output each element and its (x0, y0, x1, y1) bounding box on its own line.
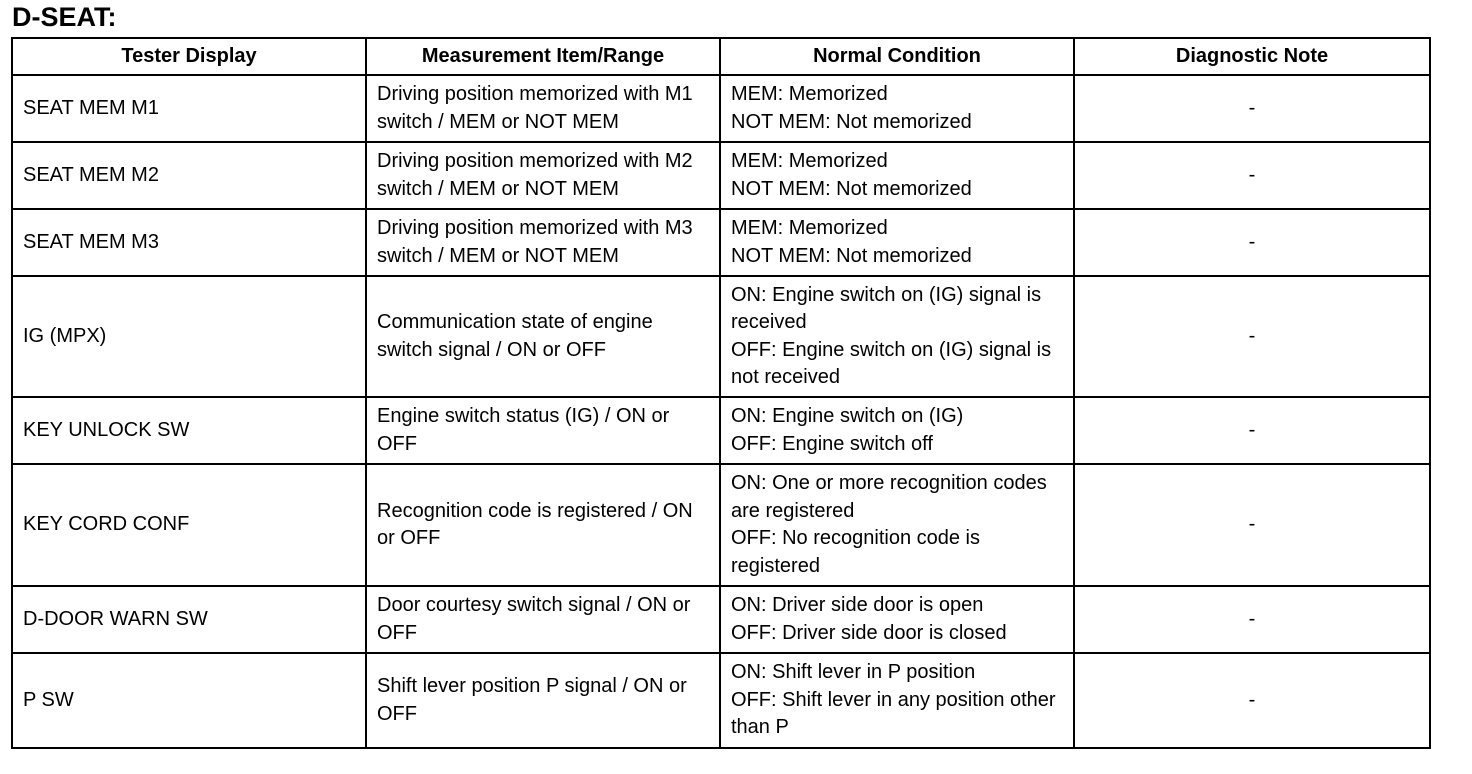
measurement-cell: Recognition code is registered / ON or OFF (366, 464, 720, 586)
table-row (12, 75, 1430, 142)
diagnostic-note-cell: - (1074, 653, 1430, 748)
normal-condition-cell (720, 653, 1074, 748)
normal-condition-cell (720, 397, 1074, 464)
normal-condition-cell (720, 142, 1074, 209)
table-row (12, 209, 1430, 276)
condition-line: NOT MEM: Not memorized (731, 110, 972, 133)
condition-line: OFF: No recognition code is registered (731, 527, 980, 577)
condition-line: NOT MEM: Not memorized (731, 244, 972, 267)
condition-line: NOT MEM: Not memorized (731, 177, 972, 200)
diagnostic-note-cell: - (1074, 75, 1430, 142)
condition-line: ON: One or more recognition codes are registered (731, 472, 1047, 522)
measurement-cell: Driving position memorized with M2 switch / MEM or NOT MEM (366, 142, 720, 209)
table-row (12, 464, 1430, 586)
tester-display-cell: KEY UNLOCK SW (12, 397, 366, 464)
condition-line: ON: Engine switch on (IG) signal is received (731, 283, 1042, 333)
tester-display-cell: SEAT MEM M2 (12, 142, 366, 209)
normal-condition-cell (720, 276, 1074, 397)
table-row (12, 586, 1430, 653)
tester-display-cell: KEY CORD CONF (12, 464, 366, 586)
table-row (12, 276, 1430, 397)
measurement-cell: Driving position memorized with M3 switch / MEM or NOT MEM (366, 209, 720, 276)
measurement-cell: Driving position memorized with M1 switch / MEM or NOT MEM (366, 75, 720, 142)
diagnostic-note-cell: - (1074, 209, 1430, 276)
condition-line: ON: Engine switch on (IG) (731, 405, 964, 427)
tester-display-cell: SEAT MEM M1 (12, 75, 366, 142)
tester-display-cell: IG (MPX) (12, 276, 366, 397)
header-tester-display: Tester Display (12, 38, 366, 75)
table-row (12, 653, 1430, 748)
tester-display-cell: D-DOOR WARN SW (12, 586, 366, 653)
measurement-cell: Shift lever position P signal / ON or OFF (366, 653, 720, 748)
condition-line: OFF: Engine switch off (731, 432, 933, 455)
diagnostic-note-cell: - (1074, 464, 1430, 586)
diagnostic-note-cell: - (1074, 276, 1430, 397)
table-row (12, 397, 1430, 464)
table-header-row (12, 38, 1430, 75)
condition-line: MEM: Memorized (731, 150, 888, 172)
condition-line: OFF: Driver side door is closed (731, 621, 1007, 644)
diagnostic-note-cell: - (1074, 397, 1430, 464)
table-row (12, 142, 1430, 209)
normal-condition-cell (720, 75, 1074, 142)
normal-condition-cell (720, 464, 1074, 586)
measurement-cell: Engine switch status (IG) / ON or OFF (366, 397, 720, 464)
measurement-cell: Door courtesy switch signal / ON or OFF (366, 586, 720, 653)
normal-condition-cell (720, 586, 1074, 653)
condition-line: ON: Driver side door is open (731, 594, 984, 616)
diagnostic-note-cell: - (1074, 142, 1430, 209)
header-normal-condition: Normal Condition (720, 38, 1074, 75)
tester-display-cell: P SW (12, 653, 366, 748)
normal-condition-cell (720, 209, 1074, 276)
condition-line: MEM: Memorized (731, 217, 888, 239)
page-title: D-SEAT: (12, 2, 117, 32)
diagnostic-note-cell: - (1074, 586, 1430, 653)
condition-line: ON: Shift lever in P position (731, 661, 976, 684)
header-diagnostic-note: Diagnostic Note (1074, 38, 1430, 75)
measurement-cell: Communication state of engine switch signal / ON or OFF (366, 276, 720, 397)
tester-display-cell: SEAT MEM M3 (12, 209, 366, 276)
diagnostic-table (11, 37, 1431, 749)
header-measurement-item: Measurement Item/Range (366, 38, 720, 75)
condition-line: OFF: Engine switch on (IG) signal is not received (731, 338, 1052, 388)
condition-line: MEM: Memorized (731, 83, 888, 105)
condition-line: OFF: Shift lever in any position other than P (731, 688, 1056, 739)
